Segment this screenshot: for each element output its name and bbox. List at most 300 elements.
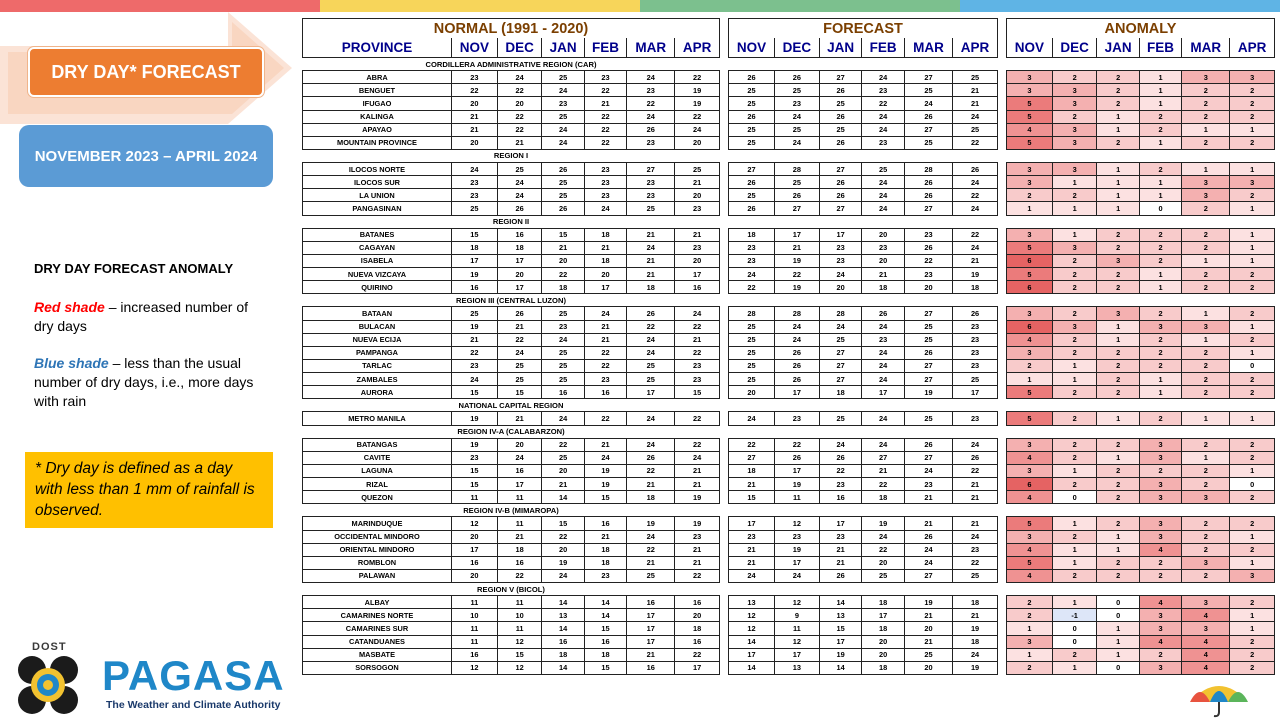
- f-value-cell: 23: [729, 254, 775, 267]
- f-value-cell: 25: [774, 123, 819, 136]
- a-value-cell: 1: [1139, 373, 1181, 386]
- n-table-row: [303, 517, 720, 530]
- a-value-cell: 3: [1007, 176, 1053, 189]
- a-value-cell: 1: [1007, 622, 1053, 635]
- f-value-cell: 17: [819, 635, 862, 648]
- f-value-cell: 27: [819, 346, 862, 359]
- province-name: BENGUET: [303, 84, 452, 97]
- n-value-cell: 25: [452, 307, 498, 320]
- a-table-row: [1007, 268, 1275, 281]
- a-table-row: [1007, 478, 1275, 491]
- f-value-cell: 21: [819, 543, 862, 556]
- f-value-cell: 21: [729, 478, 775, 491]
- a-value-cell: 2: [1007, 189, 1053, 202]
- f-value-cell: 26: [904, 438, 952, 451]
- n-table-row: [303, 412, 720, 425]
- a-table-row: [1007, 254, 1275, 267]
- f-table-row: [729, 71, 998, 84]
- a-value-cell: 3: [1007, 307, 1053, 320]
- a-value-cell: 2: [1052, 189, 1097, 202]
- f-value-cell: 25: [819, 123, 862, 136]
- f-table-row: [729, 596, 998, 609]
- a-value-cell: 1: [1139, 281, 1181, 294]
- n-value-cell: 21: [452, 333, 498, 346]
- a-value-cell: 1: [1139, 97, 1181, 110]
- f-group-title: FORECAST: [729, 19, 998, 39]
- a-value-cell: 2: [1230, 373, 1275, 386]
- n-value-cell: 23: [675, 373, 720, 386]
- a-value-cell: 1: [1052, 543, 1097, 556]
- n-table-row: [303, 478, 720, 491]
- n-value-cell: 21: [627, 478, 675, 491]
- n-region-row: [303, 215, 720, 228]
- a-value-cell: 4: [1182, 648, 1230, 661]
- n-value-cell: 18: [675, 622, 720, 635]
- n-value-cell: 15: [675, 386, 720, 399]
- n-table-row: [303, 241, 720, 254]
- a-value-cell: 3: [1182, 556, 1230, 569]
- a-value-cell: 5: [1007, 412, 1053, 425]
- n-table-row: [303, 386, 720, 399]
- page-title: DRY DAY* FORECAST: [28, 47, 264, 97]
- n-value-cell: 16: [675, 281, 720, 294]
- n-value-cell: 20: [542, 254, 584, 267]
- f-value-cell: 20: [904, 661, 952, 674]
- n-value-cell: 17: [675, 661, 720, 674]
- a-value-cell: 2: [1139, 648, 1181, 661]
- n-value-cell: 23: [675, 202, 720, 215]
- province-column-header: PROVINCE: [303, 38, 452, 58]
- a-value-cell: 1: [1097, 635, 1139, 648]
- f-value-cell: 26: [819, 569, 862, 582]
- n-table-row: [303, 123, 720, 136]
- f-value-cell: 26: [774, 359, 819, 372]
- f-value-cell: 23: [862, 333, 905, 346]
- a-value-cell: 1: [1052, 596, 1097, 609]
- a-value-cell: 2: [1097, 241, 1139, 254]
- province-name: PANGASINAN: [303, 202, 452, 215]
- a-region-row: [1007, 215, 1275, 228]
- a-value-cell: 2: [1182, 543, 1230, 556]
- n-table-row: [303, 189, 720, 202]
- f-value-cell: 14: [729, 661, 775, 674]
- f-value-cell: 20: [862, 556, 905, 569]
- n-value-cell: 15: [497, 648, 542, 661]
- a-region-spacer: [1007, 294, 1275, 307]
- a-value-cell: 1: [1230, 464, 1275, 477]
- n-table-row: [303, 359, 720, 372]
- n-value-cell: 25: [542, 189, 584, 202]
- f-value-cell: 24: [774, 569, 819, 582]
- f-value-cell: 25: [819, 333, 862, 346]
- a-column-header-row: [1007, 38, 1275, 58]
- n-value-cell: 14: [542, 661, 584, 674]
- a-value-cell: 2: [1182, 569, 1230, 582]
- f-table-row: [729, 386, 998, 399]
- n-value-cell: 17: [627, 635, 675, 648]
- a-value-cell: 2: [1052, 254, 1097, 267]
- f-value-cell: 25: [729, 84, 775, 97]
- f-value-cell: 19: [819, 648, 862, 661]
- a-value-cell: 3: [1007, 84, 1053, 97]
- f-value-cell: 26: [729, 110, 775, 123]
- n-value-cell: 15: [452, 228, 498, 241]
- a-region-spacer: [1007, 149, 1275, 162]
- n-value-cell: 20: [675, 254, 720, 267]
- n-value-cell: 24: [497, 451, 542, 464]
- a-value-cell: 3: [1052, 163, 1097, 176]
- a-value-cell: 0: [1230, 478, 1275, 491]
- n-table-row: [303, 97, 720, 110]
- n-value-cell: 24: [542, 136, 584, 149]
- n-value-cell: 20: [452, 97, 498, 110]
- f-region-row: [729, 425, 998, 438]
- n-month-header: MAR: [627, 38, 675, 58]
- a-value-cell: 2: [1182, 359, 1230, 372]
- f-value-cell: 21: [904, 491, 952, 504]
- n-table-row: [303, 346, 720, 359]
- n-month-header: FEB: [584, 38, 626, 58]
- f-month-header: NOV: [729, 38, 775, 58]
- n-table-row: [303, 543, 720, 556]
- a-month-header: FEB: [1139, 38, 1181, 58]
- n-value-cell: 25: [627, 373, 675, 386]
- f-region-row: [729, 215, 998, 228]
- f-value-cell: 28: [904, 163, 952, 176]
- f-value-cell: 18: [862, 661, 905, 674]
- f-value-cell: 24: [862, 320, 905, 333]
- f-value-cell: 22: [904, 254, 952, 267]
- n-table-row: [303, 661, 720, 674]
- n-table-row: [303, 373, 720, 386]
- f-value-cell: 26: [729, 176, 775, 189]
- a-month-header: NOV: [1007, 38, 1053, 58]
- anomaly-table: [1006, 18, 1275, 675]
- n-table-row: [303, 163, 720, 176]
- a-value-cell: 1: [1230, 622, 1275, 635]
- a-value-cell: 2: [1052, 530, 1097, 543]
- a-value-cell: 1: [1097, 412, 1139, 425]
- a-region-row: [1007, 425, 1275, 438]
- a-value-cell: 1: [1230, 412, 1275, 425]
- n-table-row: [303, 648, 720, 661]
- f-value-cell: 23: [729, 530, 775, 543]
- f-value-cell: 25: [819, 412, 862, 425]
- a-value-cell: 5: [1007, 268, 1053, 281]
- a-value-cell: 2: [1052, 346, 1097, 359]
- a-table-row: [1007, 373, 1275, 386]
- n-value-cell: 16: [497, 464, 542, 477]
- f-value-cell: 24: [862, 359, 905, 372]
- n-value-cell: 21: [584, 97, 626, 110]
- a-value-cell: 1: [1052, 228, 1097, 241]
- f-value-cell: 18: [862, 622, 905, 635]
- a-table-row: [1007, 202, 1275, 215]
- f-table-row: [729, 268, 998, 281]
- n-value-cell: 21: [675, 543, 720, 556]
- n-table-row: [303, 202, 720, 215]
- n-value-cell: 11: [497, 596, 542, 609]
- f-value-cell: 24: [953, 648, 998, 661]
- a-value-cell: 3: [1007, 464, 1053, 477]
- a-table-row: [1007, 464, 1275, 477]
- a-value-cell: 2: [1097, 491, 1139, 504]
- a-value-cell: 1: [1097, 320, 1139, 333]
- n-value-cell: 25: [542, 110, 584, 123]
- f-value-cell: 27: [904, 71, 952, 84]
- f-value-cell: 27: [819, 163, 862, 176]
- f-region-row: [729, 583, 998, 596]
- f-value-cell: 18: [729, 228, 775, 241]
- n-value-cell: 17: [452, 254, 498, 267]
- n-value-cell: 23: [584, 189, 626, 202]
- a-value-cell: 1: [1052, 517, 1097, 530]
- f-table-row: [729, 622, 998, 635]
- n-value-cell: 24: [584, 451, 626, 464]
- a-table-row: [1007, 530, 1275, 543]
- n-table-row: [303, 609, 720, 622]
- n-month-header: DEC: [497, 38, 542, 58]
- n-value-cell: 25: [675, 163, 720, 176]
- f-region-row: [729, 294, 998, 307]
- a-value-cell: 3: [1182, 622, 1230, 635]
- f-value-cell: 21: [953, 478, 998, 491]
- n-value-cell: 10: [497, 609, 542, 622]
- f-value-cell: 24: [953, 530, 998, 543]
- a-value-cell: 3: [1182, 71, 1230, 84]
- n-value-cell: 16: [627, 661, 675, 674]
- n-value-cell: 25: [542, 346, 584, 359]
- f-value-cell: 25: [953, 123, 998, 136]
- province-name: MOUNTAIN PROVINCE: [303, 136, 452, 149]
- n-value-cell: 22: [675, 412, 720, 425]
- n-value-cell: 24: [497, 71, 542, 84]
- n-table-row: [303, 136, 720, 149]
- f-value-cell: 26: [953, 451, 998, 464]
- f-table-row: [729, 373, 998, 386]
- a-value-cell: 2: [1230, 333, 1275, 346]
- n-value-cell: 16: [452, 648, 498, 661]
- a-value-cell: 2: [1097, 228, 1139, 241]
- f-table-row: [729, 176, 998, 189]
- province-name: ORIENTAL MINDORO: [303, 543, 452, 556]
- a-value-cell: 3: [1182, 189, 1230, 202]
- n-value-cell: 20: [452, 569, 498, 582]
- f-region-row: [729, 149, 998, 162]
- f-value-cell: 23: [729, 241, 775, 254]
- a-value-cell: 2: [1182, 478, 1230, 491]
- n-value-cell: 23: [675, 359, 720, 372]
- a-value-cell: 2: [1097, 84, 1139, 97]
- a-value-cell: 5: [1007, 517, 1053, 530]
- a-value-cell: 1: [1097, 333, 1139, 346]
- n-value-cell: 23: [452, 189, 498, 202]
- a-table-row: [1007, 438, 1275, 451]
- n-value-cell: 19: [584, 464, 626, 477]
- f-value-cell: 24: [953, 241, 998, 254]
- f-table-row: [729, 661, 998, 674]
- f-value-cell: 24: [953, 176, 998, 189]
- f-table-row: [729, 543, 998, 556]
- a-value-cell: 2: [1139, 359, 1181, 372]
- n-value-cell: 21: [452, 110, 498, 123]
- n-value-cell: 23: [452, 451, 498, 464]
- n-table-row: [303, 307, 720, 320]
- a-table-row: [1007, 176, 1275, 189]
- a-value-cell: 1: [1097, 202, 1139, 215]
- f-value-cell: 17: [774, 556, 819, 569]
- f-value-cell: 17: [953, 386, 998, 399]
- a-value-cell: 3: [1007, 438, 1053, 451]
- f-value-cell: 20: [904, 622, 952, 635]
- n-value-cell: 21: [627, 228, 675, 241]
- f-value-cell: 18: [729, 464, 775, 477]
- f-value-cell: 22: [729, 281, 775, 294]
- a-value-cell: 0: [1097, 596, 1139, 609]
- n-value-cell: 24: [452, 373, 498, 386]
- a-group-title: ANOMALY: [1007, 19, 1275, 39]
- f-value-cell: 20: [904, 281, 952, 294]
- a-value-cell: 2: [1230, 136, 1275, 149]
- f-table-row: [729, 163, 998, 176]
- n-value-cell: 27: [627, 163, 675, 176]
- n-value-cell: 23: [584, 373, 626, 386]
- a-value-cell: 2: [1097, 438, 1139, 451]
- n-region-row: [303, 149, 720, 162]
- a-value-cell: 1: [1139, 71, 1181, 84]
- a-region-spacer: [1007, 58, 1275, 71]
- n-value-cell: 22: [584, 359, 626, 372]
- n-value-cell: 21: [627, 254, 675, 267]
- n-value-cell: 25: [542, 359, 584, 372]
- n-value-cell: 14: [542, 491, 584, 504]
- f-value-cell: 28: [729, 307, 775, 320]
- f-value-cell: 25: [729, 123, 775, 136]
- f-value-cell: 25: [729, 359, 775, 372]
- a-value-cell: 2: [1182, 136, 1230, 149]
- n-value-cell: 11: [452, 622, 498, 635]
- n-region-row: [303, 504, 720, 517]
- a-value-cell: 1: [1139, 386, 1181, 399]
- province-name: IFUGAO: [303, 97, 452, 110]
- n-value-cell: 23: [627, 136, 675, 149]
- f-value-cell: 22: [862, 97, 905, 110]
- n-value-cell: 23: [452, 176, 498, 189]
- f-table-row: [729, 517, 998, 530]
- n-value-cell: 23: [584, 71, 626, 84]
- f-value-cell: 25: [729, 189, 775, 202]
- f-value-cell: 12: [774, 517, 819, 530]
- province-name: ZAMBALES: [303, 373, 452, 386]
- n-value-cell: 12: [497, 635, 542, 648]
- n-value-cell: 17: [584, 281, 626, 294]
- a-value-cell: 3: [1139, 438, 1181, 451]
- n-value-cell: 25: [497, 373, 542, 386]
- province-name: ABRA: [303, 71, 452, 84]
- n-table-row: [303, 110, 720, 123]
- f-value-cell: 23: [862, 136, 905, 149]
- a-value-cell: 2: [1230, 281, 1275, 294]
- f-region-spacer: [729, 504, 998, 517]
- n-region-row: [303, 583, 720, 596]
- n-value-cell: 20: [675, 189, 720, 202]
- f-value-cell: 24: [953, 438, 998, 451]
- a-table-row: [1007, 346, 1275, 359]
- a-value-cell: 1: [1097, 451, 1139, 464]
- n-value-cell: 22: [584, 84, 626, 97]
- a-value-cell: 2: [1097, 373, 1139, 386]
- a-value-cell: 1: [1182, 254, 1230, 267]
- a-value-cell: 2: [1052, 451, 1097, 464]
- a-value-cell: 2: [1182, 386, 1230, 399]
- a-value-cell: 2: [1052, 438, 1097, 451]
- f-table-row: [729, 241, 998, 254]
- f-value-cell: 23: [774, 97, 819, 110]
- a-value-cell: 1: [1052, 359, 1097, 372]
- n-value-cell: 23: [584, 163, 626, 176]
- f-value-cell: 24: [819, 438, 862, 451]
- province-name: MARINDUQUE: [303, 517, 452, 530]
- f-value-cell: 27: [904, 451, 952, 464]
- a-value-cell: 5: [1007, 556, 1053, 569]
- n-value-cell: 22: [584, 412, 626, 425]
- f-value-cell: 23: [904, 478, 952, 491]
- n-value-cell: 22: [497, 569, 542, 582]
- f-value-cell: 21: [862, 464, 905, 477]
- f-value-cell: 27: [819, 373, 862, 386]
- n-table-row: [303, 451, 720, 464]
- f-value-cell: 27: [774, 202, 819, 215]
- n-value-cell: 24: [627, 530, 675, 543]
- a-value-cell: 4: [1007, 451, 1053, 464]
- a-value-cell: 1: [1097, 648, 1139, 661]
- f-value-cell: 24: [729, 268, 775, 281]
- f-value-cell: 14: [729, 635, 775, 648]
- n-value-cell: 23: [452, 71, 498, 84]
- a-month-header: JAN: [1097, 38, 1139, 58]
- f-value-cell: 21: [953, 609, 998, 622]
- a-value-cell: 1: [1230, 123, 1275, 136]
- n-value-cell: 11: [497, 491, 542, 504]
- f-value-cell: 14: [819, 661, 862, 674]
- a-value-cell: 5: [1007, 110, 1053, 123]
- n-value-cell: 15: [584, 661, 626, 674]
- a-value-cell: 2: [1097, 281, 1139, 294]
- n-value-cell: 26: [497, 307, 542, 320]
- f-region-spacer: [729, 425, 998, 438]
- f-value-cell: 25: [774, 84, 819, 97]
- a-value-cell: 2: [1230, 661, 1275, 674]
- a-value-cell: 2: [1230, 97, 1275, 110]
- f-value-cell: 22: [953, 136, 998, 149]
- a-value-cell: 1: [1052, 373, 1097, 386]
- a-value-cell: 2: [1139, 228, 1181, 241]
- a-table-row: [1007, 241, 1275, 254]
- a-value-cell: 1: [1097, 110, 1139, 123]
- f-month-header: APR: [953, 38, 998, 58]
- f-table-row: [729, 228, 998, 241]
- a-value-cell: 2: [1139, 241, 1181, 254]
- region-name: REGION IV-A (CALABARZON): [303, 425, 720, 438]
- f-value-cell: 26: [819, 136, 862, 149]
- n-value-cell: 19: [627, 517, 675, 530]
- f-value-cell: 23: [953, 346, 998, 359]
- a-table-row: [1007, 228, 1275, 241]
- f-value-cell: 26: [904, 346, 952, 359]
- n-value-cell: 16: [675, 596, 720, 609]
- legend-blue-label: Blue shade: [34, 355, 109, 371]
- f-value-cell: 13: [729, 596, 775, 609]
